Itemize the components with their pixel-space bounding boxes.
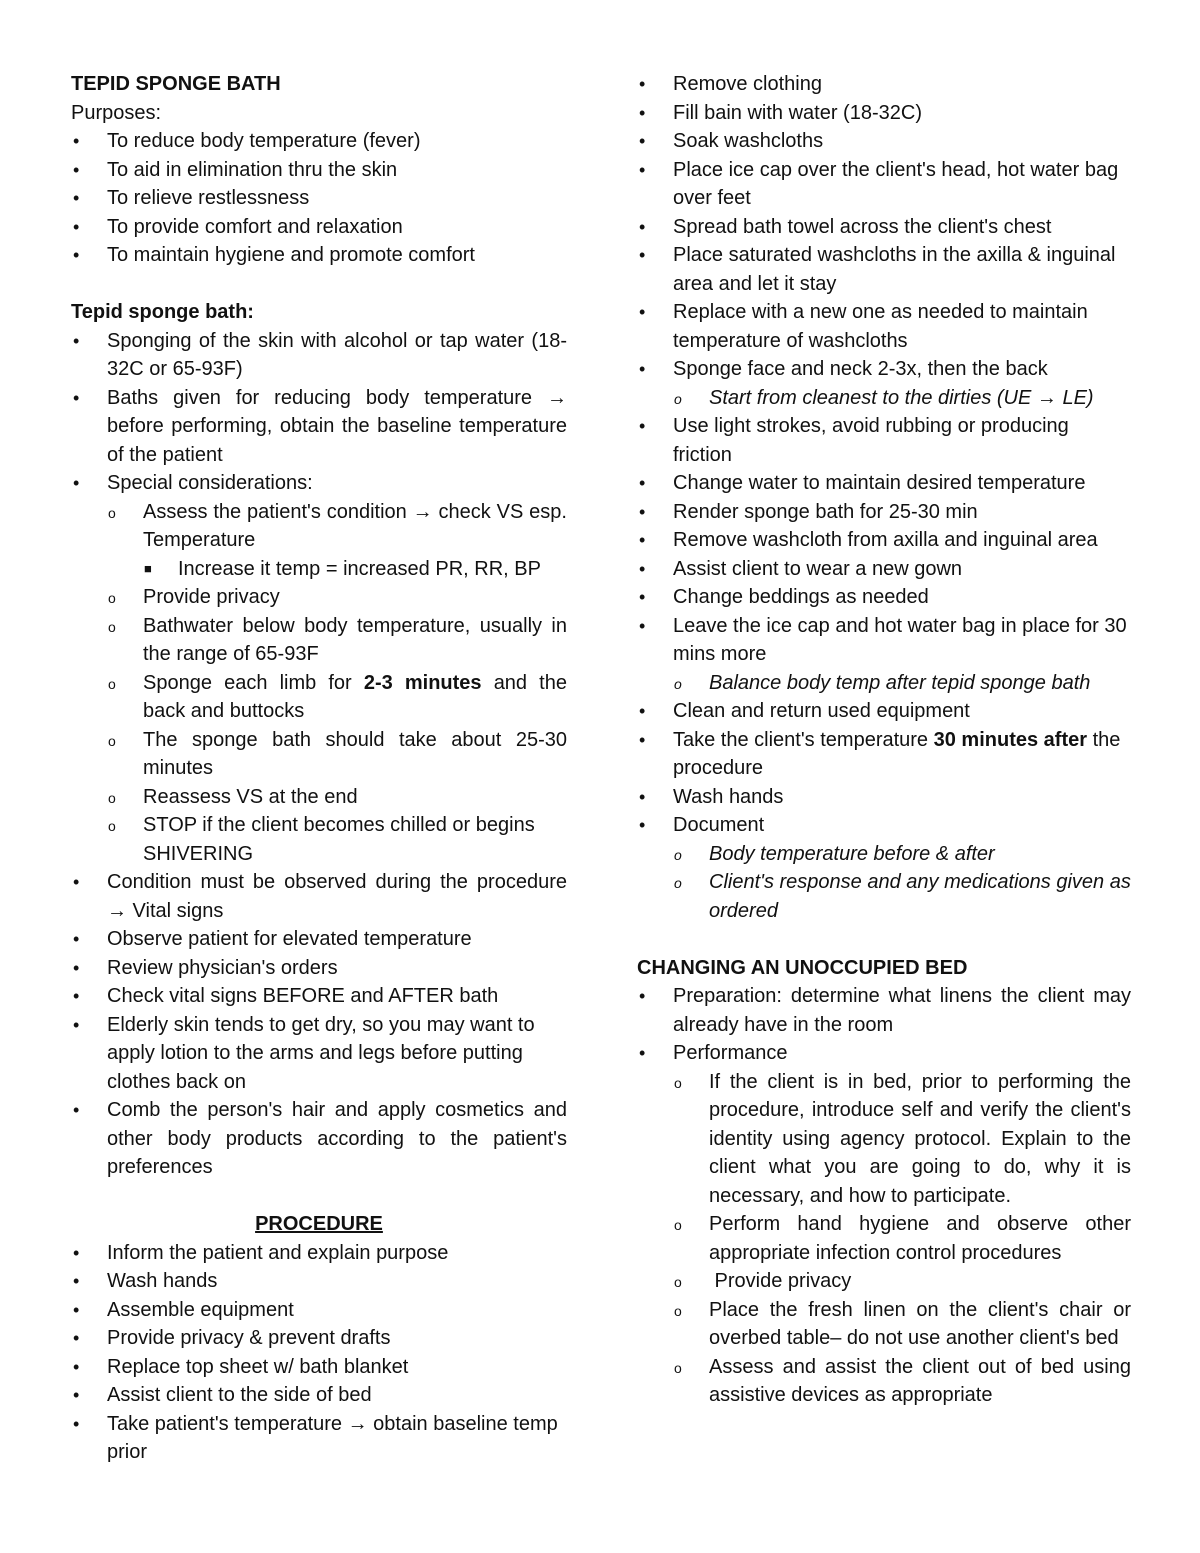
- list-item: • Special considerations:: [71, 469, 567, 498]
- bullet-icon: •: [639, 131, 646, 151]
- list-item: • Performance: [637, 1039, 1131, 1068]
- section-title-tepid-sponge-bath: TEPID SPONGE BATH: [71, 73, 281, 95]
- sub-list-item: o Client's response and any medications given as ordered: [674, 871, 1131, 922]
- list-item: • Sponging of the skin with alcohol or tap water (18-32C or 65-93F): [71, 327, 567, 384]
- bullet-icon: •: [639, 102, 646, 123]
- list-item: • Soak washcloths: [637, 127, 1131, 156]
- list-item: • Use light strokes, avoid rubbing or producing friction: [637, 412, 1131, 469]
- tepid-sponge-bath-heading: Tepid sponge bath:: [71, 301, 254, 323]
- right-column: [637, 70, 1131, 1410]
- bullet-icon: •: [639, 986, 646, 1006]
- circle-bullet-icon: o: [108, 504, 116, 521]
- bullet-icon: •: [73, 216, 80, 237]
- bullet-icon: •: [639, 615, 646, 636]
- circle-bullet-icon: o: [108, 732, 116, 749]
- bullet-icon: •: [639, 245, 646, 265]
- purposes-label: Purposes:: [71, 101, 162, 124]
- sub-list-item: o Start from cleanest to the dirties (UE → LE): [637, 384, 1131, 413]
- list-item: • Check vital signs BEFORE and AFTER bath: [71, 982, 567, 1011]
- sub-list-item: o The sponge bath should take about 25-30 minutes: [108, 728, 567, 779]
- bullet-icon: •: [639, 1043, 646, 1063]
- bullet-icon: •: [639, 302, 646, 322]
- bullet-icon: •: [639, 416, 646, 436]
- bullet-icon: •: [639, 729, 646, 750]
- circle-bullet-icon: o: [674, 1274, 682, 1290]
- bullet-icon: •: [73, 473, 80, 493]
- section-title-changing-unoccupied-bed: CHANGING AN UNOCCUPIED BED: [637, 956, 968, 979]
- sub-list-item: o Assess the patient's condition → check VS esp. Temperature: [108, 500, 567, 551]
- bullet-icon: •: [639, 558, 646, 579]
- bullet-icon: •: [73, 1014, 80, 1035]
- bullet-icon: •: [73, 1385, 80, 1405]
- list-item: • Inform the patient and explain purpose: [71, 1239, 567, 1268]
- procedure-heading: PROCEDURE: [255, 1213, 383, 1235]
- list-item: • To relieve restlessness: [71, 184, 567, 213]
- circle-bullet-icon: o: [674, 1359, 682, 1376]
- list-item: • Replace top sheet w/ bath blanket: [71, 1353, 567, 1382]
- bullet-icon: •: [73, 986, 80, 1006]
- list-item: • Provide privacy & prevent drafts: [71, 1324, 567, 1353]
- bullet-icon: •: [639, 530, 646, 550]
- circle-bullet-icon: o: [674, 1074, 682, 1091]
- circle-bullet-icon: o: [108, 675, 116, 692]
- circle-bullet-icon: o: [674, 875, 682, 891]
- bullet-icon: •: [73, 957, 80, 978]
- list-item: • Assemble equipment: [71, 1296, 567, 1325]
- bullet-icon: •: [639, 701, 646, 721]
- list-item: • Leave the ice cap and hot water bag in place for 30 mins more: [637, 612, 1131, 669]
- list-item: • To reduce body temperature (fever): [71, 127, 567, 156]
- sub-list-item: o Perform hand hygiene and observe other appropriate infection control procedures: [674, 1213, 1131, 1264]
- circle-bullet-icon: o: [674, 1302, 682, 1319]
- list-item: • Change water to maintain desired temperature: [637, 469, 1131, 498]
- bullet-icon: •: [73, 159, 80, 180]
- list-item: • Remove clothing: [637, 70, 1131, 99]
- bullet-icon: •: [639, 473, 646, 493]
- sub-list-item: o Balance body temp after tepid sponge bath: [637, 669, 1131, 698]
- list-item: • Replace with a new one as needed to maintain temperature of washcloths: [637, 298, 1131, 355]
- bullet-icon: •: [73, 1356, 80, 1377]
- sub-list-item: o Reassess VS at the end: [71, 783, 567, 812]
- list-item: • Wash hands: [637, 783, 1131, 812]
- bullet-icon: •: [73, 1328, 80, 1348]
- list-item: • Remove washcloth from axilla and inguinal area: [637, 526, 1131, 555]
- bullet-icon: •: [73, 330, 80, 351]
- list-item: • Assist client to the side of bed: [71, 1381, 567, 1410]
- sub-sub-list-item: ■ Increase it temp = increased PR, RR, BP: [71, 555, 567, 584]
- bullet-icon: •: [73, 872, 80, 892]
- list-item: • Spread bath towel across the client's chest: [637, 213, 1131, 242]
- sub-list-item: o Assess and assist the client out of bed using assistive devices as appropriate: [674, 1355, 1131, 1406]
- list-item: • Document: [637, 811, 1131, 840]
- sub-list-item: o Place the fresh linen on the client's chair or overbed table– do not use another client's bed: [674, 1298, 1131, 1349]
- sub-list-item: o Provide privacy: [637, 1267, 1131, 1296]
- bullet-icon: •: [73, 1242, 80, 1263]
- circle-bullet-icon: o: [674, 675, 682, 692]
- circle-bullet-icon: o: [674, 1217, 682, 1233]
- bullet-icon: •: [639, 159, 646, 180]
- sub-list-item: o If the client is in bed, prior to performing the procedure, introduce self and verify the client's identity using agency protocol. Explain to the client what you are going to do, why it is necessary, and how to participate.: [674, 1070, 1131, 1207]
- list-item: • To provide comfort and relaxation: [71, 213, 567, 242]
- list-item: • Clean and return used equipment: [637, 697, 1131, 726]
- sub-list-item: o STOP if the client becomes chilled or begins SHIVERING: [108, 814, 535, 865]
- list-item: • Take patient's temperature → obtain baseline temp prior: [71, 1410, 567, 1467]
- circle-bullet-icon: o: [674, 390, 682, 407]
- bullet-icon: •: [639, 815, 646, 835]
- square-bullet-icon: ■: [144, 560, 152, 576]
- bullet-icon: •: [73, 188, 80, 208]
- circle-bullet-icon: o: [674, 846, 682, 863]
- bullet-icon: •: [639, 74, 646, 94]
- list-item: • Wash hands: [71, 1267, 567, 1296]
- bullet-icon: •: [73, 1100, 80, 1120]
- list-item: • Comb the person's hair and apply cosmetics and other body products according to the patient's preferences: [71, 1096, 567, 1182]
- list-item: • Render sponge bath for 25-30 min: [637, 498, 1131, 527]
- bullet-icon: •: [73, 1413, 80, 1434]
- bullet-icon: •: [639, 359, 646, 379]
- list-item: • Sponge face and neck 2-3x, then the back: [637, 355, 1131, 384]
- bullet-icon: •: [73, 245, 80, 265]
- bullet-icon: •: [639, 786, 646, 807]
- bullet-icon: •: [639, 216, 646, 237]
- list-item: • To aid in elimination thru the skin: [71, 156, 567, 185]
- list-item: • Observe patient for elevated temperature: [71, 925, 567, 954]
- list-item: • Change beddings as needed: [637, 583, 1131, 612]
- list-item: • To maintain hygiene and promote comfort: [71, 241, 567, 270]
- sub-list-item: o Provide privacy: [71, 583, 567, 612]
- bullet-icon: •: [73, 929, 80, 949]
- sub-list-item: o Body temperature before & after: [637, 840, 1131, 869]
- bullet-icon: •: [73, 387, 80, 408]
- list-item: • Preparation: determine what linens the client may already have in the room: [637, 982, 1131, 1039]
- sub-list-item: o Sponge each limb for 2-3 minutes and the back and buttocks: [108, 671, 567, 722]
- list-item: • Elderly skin tends to get dry, so you may want to apply lotion to the arms and legs before putting clothes back on: [71, 1011, 567, 1097]
- list-item: • Condition must be observed during the procedure → Vital signs: [71, 868, 567, 925]
- sub-list-item: o Bathwater below body temperature, usually in the range of 65-93F: [108, 614, 567, 665]
- circle-bullet-icon: o: [108, 618, 116, 635]
- circle-bullet-icon: o: [108, 789, 116, 806]
- bullet-icon: •: [73, 1299, 80, 1320]
- bullet-icon: •: [73, 131, 80, 151]
- bullet-icon: •: [639, 587, 646, 607]
- list-item: • Baths given for reducing body temperature → before performing, obtain the baseline temperature of the patient: [71, 384, 567, 470]
- list-item: • Review physician's orders: [71, 954, 567, 983]
- bullet-icon: •: [639, 501, 646, 522]
- list-item: • Assist client to wear a new gown: [637, 555, 1131, 584]
- circle-bullet-icon: o: [108, 818, 116, 834]
- left-column: [71, 70, 567, 1467]
- list-item: • Take the client's temperature 30 minutes after the procedure: [637, 726, 1131, 783]
- list-item: • Place saturated washcloths in the axilla & inguinal area and let it stay: [637, 241, 1131, 298]
- circle-bullet-icon: o: [108, 590, 116, 606]
- bullet-icon: •: [73, 1271, 80, 1291]
- list-item: • Fill bain with water (18-32C): [637, 99, 1131, 128]
- list-item: • Place ice cap over the client's head, hot water bag over feet: [637, 156, 1131, 213]
